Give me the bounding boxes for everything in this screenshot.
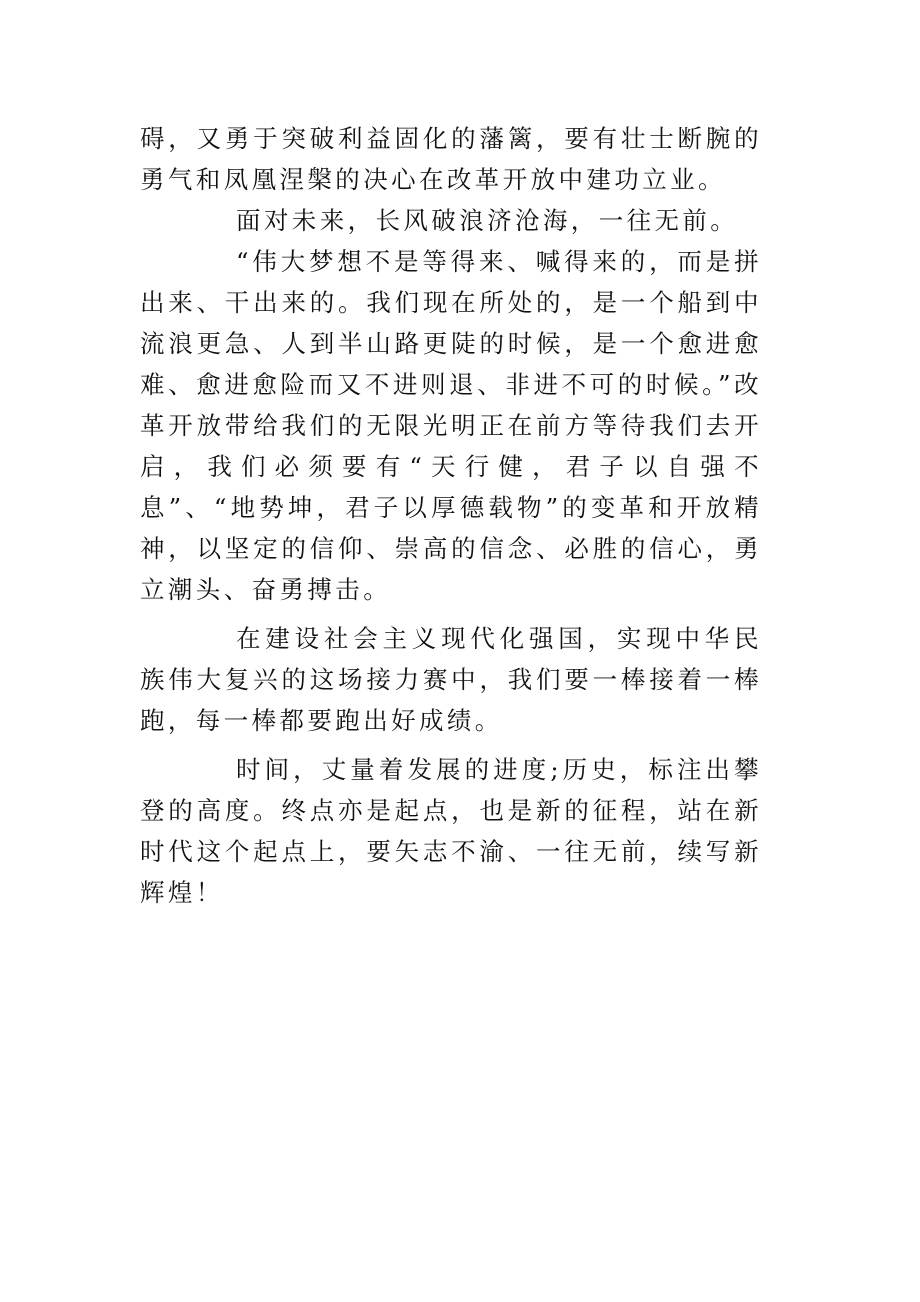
- paragraph-future: 面对未来，长风破浪济沧海，一往无前。: [236, 206, 739, 235]
- paragraph-great-dream: “伟大梦想不是等得来、喊得来的，而是拼出来、干出来的。我们现在所处的，是一个船到中流浪更急、人到半山路更陡的时候，是一个愈进愈难、愈进愈险而又不进则退、非进不可的时候。”改革开放带给我们的无限光明正在前方等待我们去开启，我们必须要有“天行健，君子以自强不息”、“地势坤，君子以厚德载物”的变革和开放精神，以坚定的信仰、崇高的信念、必胜的信心，勇立潮头、奋勇搏击。: [140, 247, 762, 604]
- document-body: [140, 118, 762, 913]
- paragraph-time-history: 时间，丈量着发展的进度;历史，标注出攀登的高度。终点亦是起点，也是新的征程，站在新时代这个起点上，要矢志不渝、一往无前，续写新辉煌！: [140, 755, 762, 907]
- paragraph-relay-race: 在建设社会主义现代化强国，实现中华民族伟大复兴的这场接力赛中，我们要一棒接着一棒跑，每一棒都要跑出好成绩。: [140, 624, 762, 735]
- paragraph-continued: 碍，又勇于突破利益固化的藩篱，要有壮士断腕的勇气和凤凰涅槃的决心在改革开放中建功立业。: [140, 124, 762, 194]
